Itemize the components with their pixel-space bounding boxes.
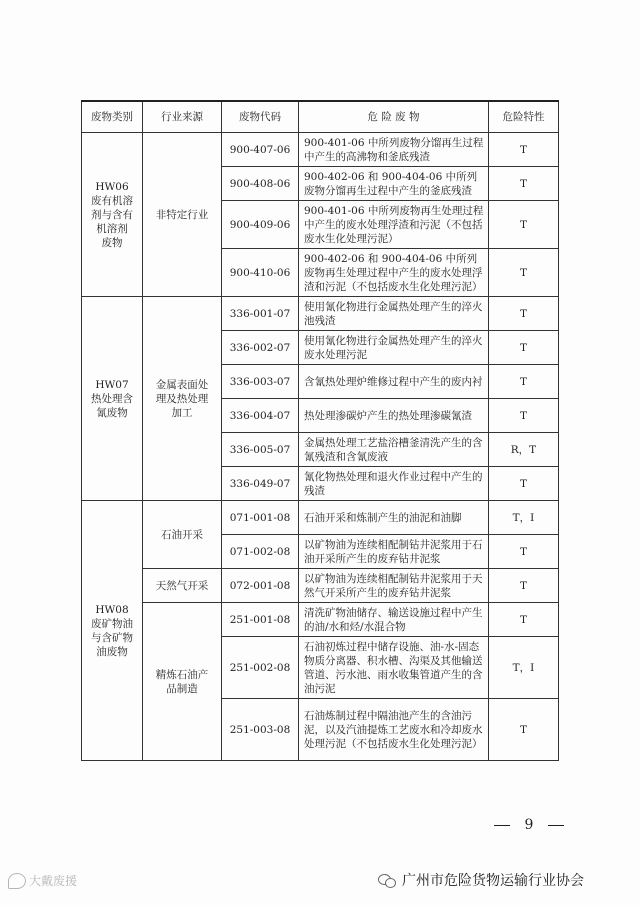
category-cell: HW06 废有机溶 剂与含有 机溶剂 废物 <box>82 133 143 297</box>
desc-cell: 900-402-06 和 900-404-06 中所列废物分馏再生过程中产生的釜底残渣 <box>299 167 489 201</box>
desc-cell: 使用氰化物进行金属热处理产生的淬火池残渣 <box>299 297 489 331</box>
table-row <box>82 569 559 603</box>
char-cell: T <box>489 365 559 399</box>
code-cell: 336-004-07 <box>222 399 299 433</box>
industry-cell: 金属表面处 理及热处理 加工 <box>143 297 222 501</box>
industry-cell: 天然气开采 <box>143 569 222 603</box>
desc-cell: 石油初炼过程中储存设施、油-水-固态物质分离器、积水槽、沟渠及其他输送管道、污水池、雨水收集管道产生的含油污泥 <box>299 637 489 699</box>
code-cell: 251-002-08 <box>222 637 299 699</box>
group-hw07 <box>82 297 559 501</box>
industry-cell: 石油开采 <box>143 501 222 569</box>
desc-cell: 900-402-06 和 900-404-06 中所列废物再生处理过程中产生的废水处理浮渣和污泥（不包括废水生化处理污泥） <box>299 249 489 297</box>
desc-cell: 以矿物油为连续相配制钻井泥浆用于石油开采所产生的废弃钻井泥浆 <box>299 535 489 569</box>
char-cell: T <box>489 249 559 297</box>
char-cell: T <box>489 467 559 501</box>
char-cell: T，I <box>489 637 559 699</box>
code-cell: 336-049-07 <box>222 467 299 501</box>
header-waste: 危 险 废 物 <box>299 101 489 133</box>
char-cell: T <box>489 535 559 569</box>
header-category: 废物类别 <box>82 101 143 133</box>
publisher-watermark <box>378 868 584 892</box>
code-cell: 900-410-06 <box>222 249 299 297</box>
header-code: 废物代码 <box>222 101 299 133</box>
char-cell: T，I <box>489 501 559 535</box>
code-cell: 336-003-07 <box>222 365 299 399</box>
group-hw08 <box>82 501 559 761</box>
header-characteristic: 危险特性 <box>489 101 559 133</box>
left-watermark-text: 大戴废援 <box>29 874 78 888</box>
code-cell: 251-001-08 <box>222 603 299 637</box>
char-cell: T <box>489 133 559 167</box>
desc-cell: 清洗矿物油储存、输送设施过程中产生的油/水和烃/水混合物 <box>299 603 489 637</box>
desc-cell: 石油开采和炼制产生的油泥和油脚 <box>299 501 489 535</box>
desc-cell: 金属热处理工艺盐浴槽釜清洗产生的含氰残渣和含氰废液 <box>299 433 489 467</box>
desc-cell: 使用氰化物进行金属热处理产生的淬火废水处理污泥 <box>299 331 489 365</box>
category-cell: HW07 热处理含 氰废物 <box>82 297 143 501</box>
char-cell: T <box>489 603 559 637</box>
table-row <box>82 501 559 535</box>
char-cell: T <box>489 331 559 365</box>
group-hw06 <box>82 133 559 297</box>
category-cell: HW08 废矿物油 与含矿物 油废物 <box>82 501 143 761</box>
code-cell: 900-408-06 <box>222 167 299 201</box>
page-number-dash-left <box>494 825 510 826</box>
desc-cell: 热处理渗碳炉产生的热处理渗碳氰渣 <box>299 399 489 433</box>
industry-cell: 非特定行业 <box>143 133 222 297</box>
weibo-icon <box>8 873 26 889</box>
page-number <box>494 815 564 835</box>
char-cell: R，T <box>489 433 559 467</box>
code-cell: 251-003-08 <box>222 699 299 761</box>
char-cell: T <box>489 201 559 249</box>
page-number-dash-right <box>548 825 564 826</box>
table-row <box>82 133 559 167</box>
char-cell: T <box>489 699 559 761</box>
desc-cell: 含氰热处理炉维修过程中产生的废内衬 <box>299 365 489 399</box>
code-cell: 336-002-07 <box>222 331 299 365</box>
desc-cell: 900-401-06 中所列废物再生处理过程中产生的废水处理浮渣和污泥（不包括废水生化处理污泥） <box>299 201 489 249</box>
desc-cell: 900-401-06 中所列废物分馏再生过程中产生的高沸物和釜底残渣 <box>299 133 489 167</box>
char-cell: T <box>489 297 559 331</box>
header-industry: 行业来源 <box>143 101 222 133</box>
code-cell: 900-407-06 <box>222 133 299 167</box>
table-header-row <box>82 101 559 133</box>
desc-cell: 氰化物热处理和退火作业过程中产生的残渣 <box>299 467 489 501</box>
code-cell: 072-001-08 <box>222 569 299 603</box>
code-cell: 071-001-08 <box>222 501 299 535</box>
table-row <box>82 297 559 331</box>
char-cell: T <box>489 167 559 201</box>
code-cell: 071-002-08 <box>222 535 299 569</box>
wechat-icon <box>378 872 396 888</box>
left-watermark <box>8 872 77 889</box>
hazardous-waste-table <box>81 100 559 761</box>
char-cell: T <box>489 399 559 433</box>
desc-cell: 石油炼制过程中隔油池产生的含油污泥，以及汽油提炼工艺废水和冷却废水处理污泥（不包括废水生化处理污泥） <box>299 699 489 761</box>
industry-cell: 精炼石油产 品制造 <box>143 603 222 761</box>
code-cell: 336-005-07 <box>222 433 299 467</box>
table-row <box>82 603 559 637</box>
char-cell: T <box>489 569 559 603</box>
page-number-value: 9 <box>524 817 534 833</box>
code-cell: 336-001-07 <box>222 297 299 331</box>
desc-cell: 以矿物油为连续相配制钻井泥浆用于天然气开采所产生的废弃钻井泥浆 <box>299 569 489 603</box>
code-cell: 900-409-06 <box>222 201 299 249</box>
publisher-name: 广州市危险货物运输行业协会 <box>402 873 584 889</box>
